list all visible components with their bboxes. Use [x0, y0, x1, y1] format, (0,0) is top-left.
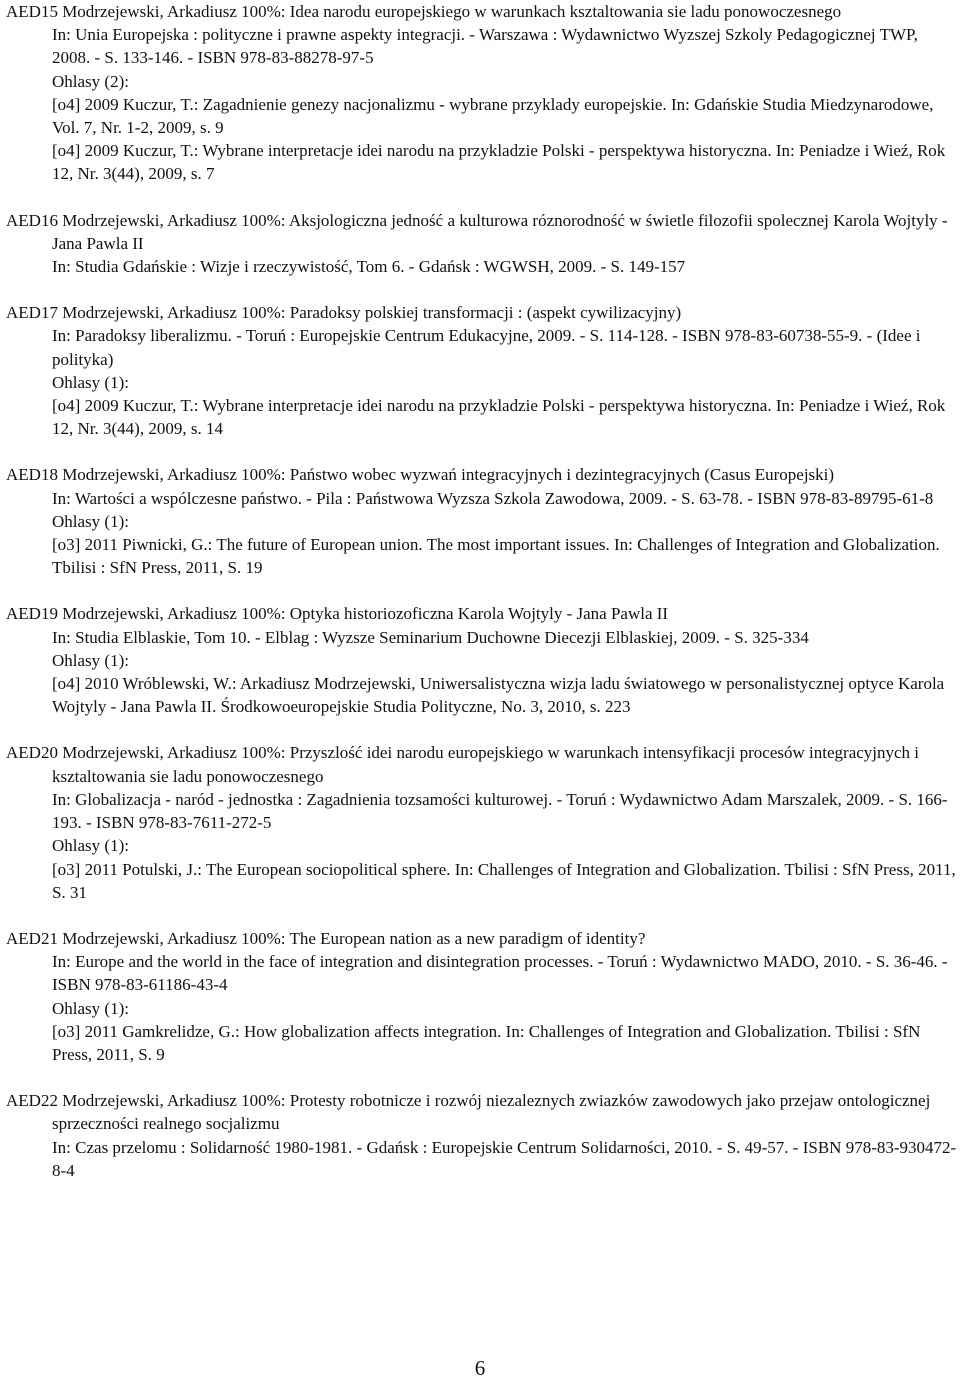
bibliography-entry-aed19 — [6, 602, 958, 718]
bibliography-entry-aed22 — [6, 1089, 958, 1182]
entry-source: In: Globalizacja - naród - jednostka : Zagadnienia tozsamości kulturowej. - Toruń : Wydawnictwo Adam Marszalek, 2009. - S. 166-193. - ISBN 978-83-7611-272-5 — [52, 789, 948, 833]
page-number: 6 — [474, 1356, 486, 1380]
citations-label: Ohlasy (1): — [52, 511, 129, 531]
citation-item: [o3] 2011 Gamkrelidze, G.: How globalization affects integration. In: Challenges of Integration and Globalization. Tbilisi : SfN Press, 2011, S. 9 — [52, 1021, 921, 1064]
entry-title: AED22 Modrzejewski, Arkadiusz 100%: Protesty robotnicze i rozwój niezaleznych zwiazków zawodowych jako przejaw ontologicznej sprzeczności realnego socjalizmu — [6, 1091, 931, 1134]
entry-title: AED20 Modrzejewski, Arkadiusz 100%: Przyszlość idei narodu europejskiego w warunkach intensyfikacji procesów integracyjnych i ksztaltowania sie ladu ponowoczesnego — [6, 743, 920, 786]
citation-item: [o4] 2009 Kuczur, T.: Zagadnienie genezy nacjonalizmu - wybrane przyklady europejskie. In: Gdańskie Studia Miedzynarodowe, Vol. 7, Nr. 1-2, 2009, s. 9 — [52, 94, 934, 138]
entry-source: In: Europe and the world in the face of integration and disintegration processes. - Toruń : Wydawnictwo MADO, 2010. - S. 36-46. - ISBN 978-83-61186-43-4 — [52, 952, 948, 995]
bibliography-entry-aed17 — [6, 301, 958, 440]
entry-source: In: Studia Gdańskie : Wizje i rzeczywistość, Tom 6. - Gdańsk : WGWSH, 2009. - S. 149-157 — [52, 257, 686, 277]
bibliography-entry-aed18 — [6, 463, 958, 579]
citation-item: [o4] 2010 Wróblewski, W.: Arkadiusz Modrzejewski, Uniwersalistyczna wizja ladu światowego w personalistycznej optyce Karola Wojtyly - Jana Pawla II. Środkowoeuropejskie Studia Polityczne, No. 3, 2010, s. 223 — [52, 674, 945, 717]
entry-source: In: Czas przelomu : Solidarność 1980-1981. - Gdańsk : Europejskie Centrum Solidarności, 2010. - S. 49-57. - ISBN 978-83-930472-8-4 — [52, 1137, 957, 1180]
citations-label: Ohlasy (1): — [52, 836, 129, 856]
entry-title: AED21 Modrzejewski, Arkadiusz 100%: The European nation as a new paradigm of identity? — [6, 928, 646, 948]
entry-title: AED17 Modrzejewski, Arkadiusz 100%: Paradoksy polskiej transformacji : (aspekt cywilizacyjny) — [6, 303, 682, 323]
entry-title: AED19 Modrzejewski, Arkadiusz 100%: Optyka historiozoficzna Karola Wojtyly - Jana Pawla II — [6, 604, 669, 624]
entry-title: AED15 Modrzejewski, Arkadiusz 100%: Idea narodu europejskiego w warunkach ksztaltowania sie ladu ponowoczesnego — [6, 2, 842, 21]
entry-source: In: Wartości a wspólczesne państwo. - Pila : Państwowa Wyzsza Szkola Zawodowa, 2009. - S. 63-78. - ISBN 978-83-89795-61-8 — [52, 488, 934, 508]
entry-title: AED18 Modrzejewski, Arkadiusz 100%: Państwo wobec wyzwań integracyjnych i dezintegracyjnych (Casus Europejski) — [6, 465, 835, 485]
entry-source: In: Unia Europejska : polityczne i prawne aspekty integracji. - Warszawa : Wydawnictwo Wyzszej Szkoly Pedagogicznej TWP, 2008. - S. 133-146. - ISBN 978-83-88278-97-5 — [52, 25, 918, 68]
citation-item: [o3] 2011 Potulski, J.: The European sociopolitical sphere. In: Challenges of Integration and Globalization. Tbilisi : SfN Press, 2011, S. 31 — [52, 859, 956, 902]
citation-item: [o4] 2009 Kuczur, T.: Wybrane interpretacje idei narodu na przykladzie Polski - perspektywa historyczna. In: Peniadze i Wieź, Rok 12, Nr. 3(44), 2009, s. 7 — [52, 141, 946, 184]
citation-item: [o3] 2011 Piwnicki, G.: The future of European union. The most important issues. In: Challenges of Integration and Globalization. Tbilisi : SfN Press, 2011, S. 19 — [52, 535, 940, 578]
citations-label: Ohlasy (2): — [52, 71, 129, 91]
entry-title: AED16 Modrzejewski, Arkadiusz 100%: Aksjologiczna jedność a kulturowa róznorodność w świetle filozofii spolecznej Karola Wojtyly - Jana Pawla II — [6, 210, 948, 253]
citations-label: Ohlasy (1): — [52, 650, 129, 670]
citations-label: Ohlasy (1): — [52, 372, 129, 392]
bibliography-entry-aed15 — [6, 0, 958, 186]
citation-item: [o4] 2009 Kuczur, T.: Wybrane interpretacje idei narodu na przykladzie Polski - perspektywa historyczna. In: Peniadze i Wieź, Rok 12, Nr. 3(44), 2009, s. 14 — [52, 396, 946, 439]
bibliography-entry-aed21 — [6, 927, 958, 1066]
entry-source: In: Paradoksy liberalizmu. - Toruń : Europejskie Centrum Edukacyjne, 2009. - S. 114-128. - ISBN 978-83-60738-55-9. - (Idee i polityka) — [52, 326, 921, 369]
citations-label: Ohlasy (1): — [52, 998, 129, 1018]
entry-source: In: Studia Elblaskie, Tom 10. - Elblag : Wyzsze Seminarium Duchowne Diecezji Elblaskiej, 2009. - S. 325-334 — [52, 627, 809, 647]
bibliography-entry-aed16 — [6, 209, 958, 279]
bibliography-entry-aed20 — [6, 741, 958, 903]
